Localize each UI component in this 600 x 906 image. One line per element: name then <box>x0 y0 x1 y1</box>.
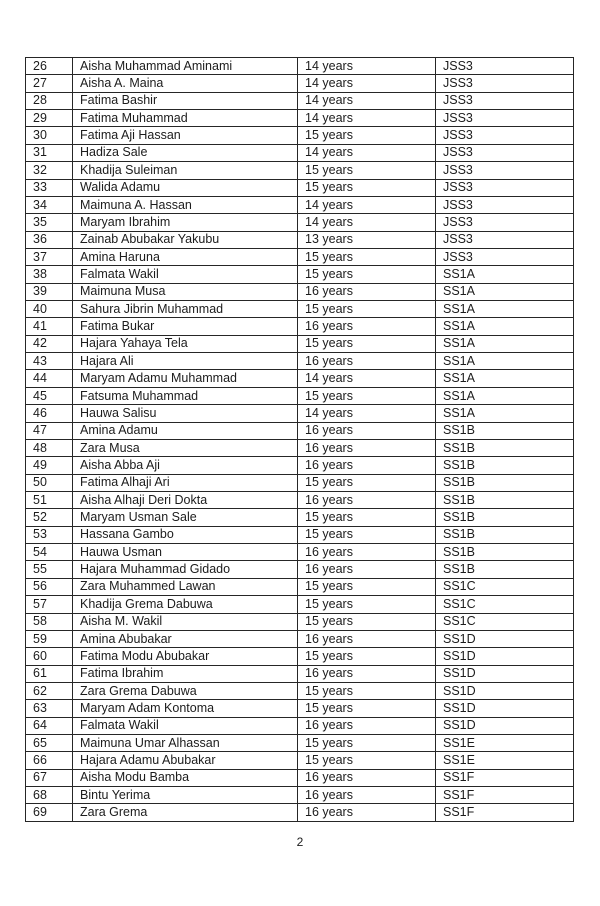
table-row <box>26 804 574 821</box>
age-cell: 15 years <box>298 162 436 179</box>
serial-cell: 26 <box>26 58 73 75</box>
serial-cell: 37 <box>26 248 73 265</box>
age-cell: 15 years <box>298 596 436 613</box>
table-row <box>26 578 574 595</box>
age-cell: 14 years <box>298 110 436 127</box>
student-name-cell: Zara Muhammed Lawan <box>73 578 298 595</box>
table-row <box>26 544 574 561</box>
class-cell: SS1E <box>436 752 574 769</box>
age-cell: 16 years <box>298 457 436 474</box>
class-cell: SS1E <box>436 735 574 752</box>
student-name-cell: Hajara Ali <box>73 353 298 370</box>
students-table-body <box>26 58 574 822</box>
student-name-cell: Aisha Abba Aji <box>73 457 298 474</box>
age-cell: 16 years <box>298 630 436 647</box>
serial-cell: 65 <box>26 735 73 752</box>
age-cell: 15 years <box>298 648 436 665</box>
class-cell: SS1C <box>436 596 574 613</box>
table-row <box>26 353 574 370</box>
table-row <box>26 700 574 717</box>
age-cell: 15 years <box>298 613 436 630</box>
student-name-cell: Hajara Yahaya Tela <box>73 335 298 352</box>
table-row <box>26 526 574 543</box>
class-cell: JSS3 <box>436 127 574 144</box>
table-row <box>26 474 574 491</box>
age-cell: 15 years <box>298 301 436 318</box>
age-cell: 15 years <box>298 335 436 352</box>
age-cell: 13 years <box>298 231 436 248</box>
serial-cell: 52 <box>26 509 73 526</box>
student-name-cell: Fatima Bashir <box>73 92 298 109</box>
student-name-cell: Fatima Alhaji Ari <box>73 474 298 491</box>
serial-cell: 69 <box>26 804 73 821</box>
age-cell: 15 years <box>298 179 436 196</box>
serial-cell: 63 <box>26 700 73 717</box>
table-row <box>26 509 574 526</box>
age-cell: 16 years <box>298 787 436 804</box>
class-cell: JSS3 <box>436 110 574 127</box>
age-cell: 15 years <box>298 387 436 404</box>
age-cell: 14 years <box>298 370 436 387</box>
age-cell: 16 years <box>298 665 436 682</box>
student-name-cell: Fatima Bukar <box>73 318 298 335</box>
table-row <box>26 266 574 283</box>
age-cell: 15 years <box>298 127 436 144</box>
table-row <box>26 387 574 404</box>
age-cell: 15 years <box>298 509 436 526</box>
student-name-cell: Hajara Muhammad Gidado <box>73 561 298 578</box>
table-row <box>26 92 574 109</box>
table-row <box>26 405 574 422</box>
serial-cell: 30 <box>26 127 73 144</box>
student-name-cell: Maimuna Umar Alhassan <box>73 735 298 752</box>
serial-cell: 28 <box>26 92 73 109</box>
student-name-cell: Sahura Jibrin Muhammad <box>73 301 298 318</box>
student-name-cell: Zara Grema Dabuwa <box>73 682 298 699</box>
age-cell: 15 years <box>298 474 436 491</box>
serial-cell: 29 <box>26 110 73 127</box>
age-cell: 15 years <box>298 248 436 265</box>
age-cell: 16 years <box>298 422 436 439</box>
serial-cell: 64 <box>26 717 73 734</box>
table-row <box>26 370 574 387</box>
class-cell: SS1B <box>436 439 574 456</box>
serial-cell: 33 <box>26 179 73 196</box>
serial-cell: 36 <box>26 231 73 248</box>
class-cell: SS1D <box>436 700 574 717</box>
class-cell: SS1A <box>436 405 574 422</box>
class-cell: SS1A <box>436 370 574 387</box>
class-cell: SS1B <box>436 561 574 578</box>
student-name-cell: Maryam Usman Sale <box>73 509 298 526</box>
serial-cell: 59 <box>26 630 73 647</box>
table-row <box>26 231 574 248</box>
age-cell: 15 years <box>298 682 436 699</box>
student-name-cell: Aisha Alhaji Deri Dokta <box>73 491 298 508</box>
class-cell: JSS3 <box>436 144 574 161</box>
age-cell: 15 years <box>298 266 436 283</box>
class-cell: SS1A <box>436 387 574 404</box>
serial-cell: 50 <box>26 474 73 491</box>
age-cell: 15 years <box>298 735 436 752</box>
table-row <box>26 630 574 647</box>
student-name-cell: Hassana Gambo <box>73 526 298 543</box>
table-row <box>26 752 574 769</box>
student-name-cell: Maryam Adamu Muhammad <box>73 370 298 387</box>
table-row <box>26 561 574 578</box>
class-cell: JSS3 <box>436 58 574 75</box>
class-cell: SS1A <box>436 318 574 335</box>
age-cell: 16 years <box>298 769 436 786</box>
student-name-cell: Aisha Muhammad Aminami <box>73 58 298 75</box>
age-cell: 14 years <box>298 58 436 75</box>
class-cell: SS1B <box>436 509 574 526</box>
table-row <box>26 179 574 196</box>
age-cell: 16 years <box>298 561 436 578</box>
student-name-cell: Maryam Adam Kontoma <box>73 700 298 717</box>
serial-cell: 54 <box>26 544 73 561</box>
class-cell: SS1F <box>436 787 574 804</box>
table-row <box>26 439 574 456</box>
serial-cell: 56 <box>26 578 73 595</box>
table-row <box>26 491 574 508</box>
class-cell: SS1B <box>436 474 574 491</box>
student-name-cell: Hauwa Usman <box>73 544 298 561</box>
student-name-cell: Fatima Modu Abubakar <box>73 648 298 665</box>
class-cell: JSS3 <box>436 179 574 196</box>
serial-cell: 68 <box>26 787 73 804</box>
class-cell: JSS3 <box>436 162 574 179</box>
table-row <box>26 75 574 92</box>
student-name-cell: Fatima Aji Hassan <box>73 127 298 144</box>
table-row <box>26 110 574 127</box>
class-cell: JSS3 <box>436 196 574 213</box>
table-row <box>26 318 574 335</box>
serial-cell: 58 <box>26 613 73 630</box>
table-row <box>26 422 574 439</box>
student-name-cell: Hadiza Sale <box>73 144 298 161</box>
class-cell: SS1D <box>436 682 574 699</box>
serial-cell: 57 <box>26 596 73 613</box>
table-row <box>26 787 574 804</box>
table-row <box>26 127 574 144</box>
table-row <box>26 196 574 213</box>
serial-cell: 53 <box>26 526 73 543</box>
class-cell: SS1A <box>436 283 574 300</box>
class-cell: SS1A <box>436 353 574 370</box>
class-cell: SS1B <box>436 526 574 543</box>
serial-cell: 35 <box>26 214 73 231</box>
class-cell: SS1D <box>436 630 574 647</box>
table-row <box>26 214 574 231</box>
student-name-cell: Falmata Wakil <box>73 717 298 734</box>
serial-cell: 62 <box>26 682 73 699</box>
student-name-cell: Zainab Abubakar Yakubu <box>73 231 298 248</box>
table-row <box>26 596 574 613</box>
table-row <box>26 58 574 75</box>
serial-cell: 39 <box>26 283 73 300</box>
serial-cell: 67 <box>26 769 73 786</box>
age-cell: 16 years <box>298 717 436 734</box>
age-cell: 14 years <box>298 214 436 231</box>
table-row <box>26 335 574 352</box>
table-row <box>26 613 574 630</box>
table-row <box>26 682 574 699</box>
age-cell: 14 years <box>298 405 436 422</box>
age-cell: 16 years <box>298 544 436 561</box>
class-cell: JSS3 <box>436 248 574 265</box>
class-cell: SS1C <box>436 613 574 630</box>
serial-cell: 61 <box>26 665 73 682</box>
serial-cell: 66 <box>26 752 73 769</box>
student-name-cell: Amina Haruna <box>73 248 298 265</box>
class-cell: SS1F <box>436 804 574 821</box>
age-cell: 16 years <box>298 491 436 508</box>
age-cell: 16 years <box>298 283 436 300</box>
class-cell: JSS3 <box>436 75 574 92</box>
student-name-cell: Bintu Yerima <box>73 787 298 804</box>
class-cell: SS1A <box>436 301 574 318</box>
class-cell: SS1F <box>436 769 574 786</box>
student-name-cell: Zara Musa <box>73 439 298 456</box>
age-cell: 16 years <box>298 439 436 456</box>
serial-cell: 47 <box>26 422 73 439</box>
serial-cell: 42 <box>26 335 73 352</box>
age-cell: 15 years <box>298 578 436 595</box>
serial-cell: 48 <box>26 439 73 456</box>
class-cell: SS1B <box>436 544 574 561</box>
student-name-cell: Amina Abubakar <box>73 630 298 647</box>
class-cell: SS1D <box>436 665 574 682</box>
student-name-cell: Aisha M. Wakil <box>73 613 298 630</box>
age-cell: 15 years <box>298 700 436 717</box>
student-name-cell: Hauwa Salisu <box>73 405 298 422</box>
age-cell: 15 years <box>298 526 436 543</box>
student-name-cell: Walida Adamu <box>73 179 298 196</box>
age-cell: 16 years <box>298 353 436 370</box>
serial-cell: 43 <box>26 353 73 370</box>
serial-cell: 55 <box>26 561 73 578</box>
serial-cell: 38 <box>26 266 73 283</box>
class-cell: SS1B <box>436 457 574 474</box>
student-name-cell: Fatima Ibrahim <box>73 665 298 682</box>
class-cell: SS1D <box>436 717 574 734</box>
table-row <box>26 717 574 734</box>
serial-cell: 40 <box>26 301 73 318</box>
serial-cell: 44 <box>26 370 73 387</box>
students-table <box>25 57 574 822</box>
serial-cell: 51 <box>26 491 73 508</box>
class-cell: SS1B <box>436 491 574 508</box>
table-row <box>26 648 574 665</box>
table-row <box>26 301 574 318</box>
serial-cell: 41 <box>26 318 73 335</box>
class-cell: SS1A <box>436 266 574 283</box>
page-number: 2 <box>296 835 304 849</box>
class-cell: SS1D <box>436 648 574 665</box>
table-row <box>26 769 574 786</box>
class-cell: SS1A <box>436 335 574 352</box>
serial-cell: 31 <box>26 144 73 161</box>
class-cell: JSS3 <box>436 92 574 109</box>
serial-cell: 60 <box>26 648 73 665</box>
table-row <box>26 248 574 265</box>
student-name-cell: Aisha Modu Bamba <box>73 769 298 786</box>
serial-cell: 32 <box>26 162 73 179</box>
table-row <box>26 457 574 474</box>
class-cell: SS1B <box>436 422 574 439</box>
student-name-cell: Khadija Suleiman <box>73 162 298 179</box>
class-cell: JSS3 <box>436 231 574 248</box>
age-cell: 15 years <box>298 752 436 769</box>
age-cell: 16 years <box>298 318 436 335</box>
table-row <box>26 283 574 300</box>
age-cell: 14 years <box>298 92 436 109</box>
serial-cell: 34 <box>26 196 73 213</box>
student-name-cell: Maimuna Musa <box>73 283 298 300</box>
student-name-cell: Maimuna A. Hassan <box>73 196 298 213</box>
table-row <box>26 162 574 179</box>
student-name-cell: Fatima Muhammad <box>73 110 298 127</box>
age-cell: 14 years <box>298 144 436 161</box>
age-cell: 14 years <box>298 75 436 92</box>
serial-cell: 49 <box>26 457 73 474</box>
student-name-cell: Zara Grema <box>73 804 298 821</box>
student-name-cell: Fatsuma Muhammad <box>73 387 298 404</box>
class-cell: JSS3 <box>436 214 574 231</box>
serial-cell: 27 <box>26 75 73 92</box>
student-name-cell: Amina Adamu <box>73 422 298 439</box>
age-cell: 16 years <box>298 804 436 821</box>
table-row <box>26 665 574 682</box>
serial-cell: 45 <box>26 387 73 404</box>
student-name-cell: Falmata Wakil <box>73 266 298 283</box>
class-cell: SS1C <box>436 578 574 595</box>
table-row <box>26 144 574 161</box>
student-name-cell: Maryam Ibrahim <box>73 214 298 231</box>
student-name-cell: Aisha A. Maina <box>73 75 298 92</box>
table-row <box>26 735 574 752</box>
serial-cell: 46 <box>26 405 73 422</box>
student-name-cell: Hajara Adamu Abubakar <box>73 752 298 769</box>
age-cell: 14 years <box>298 196 436 213</box>
student-name-cell: Khadija Grema Dabuwa <box>73 596 298 613</box>
